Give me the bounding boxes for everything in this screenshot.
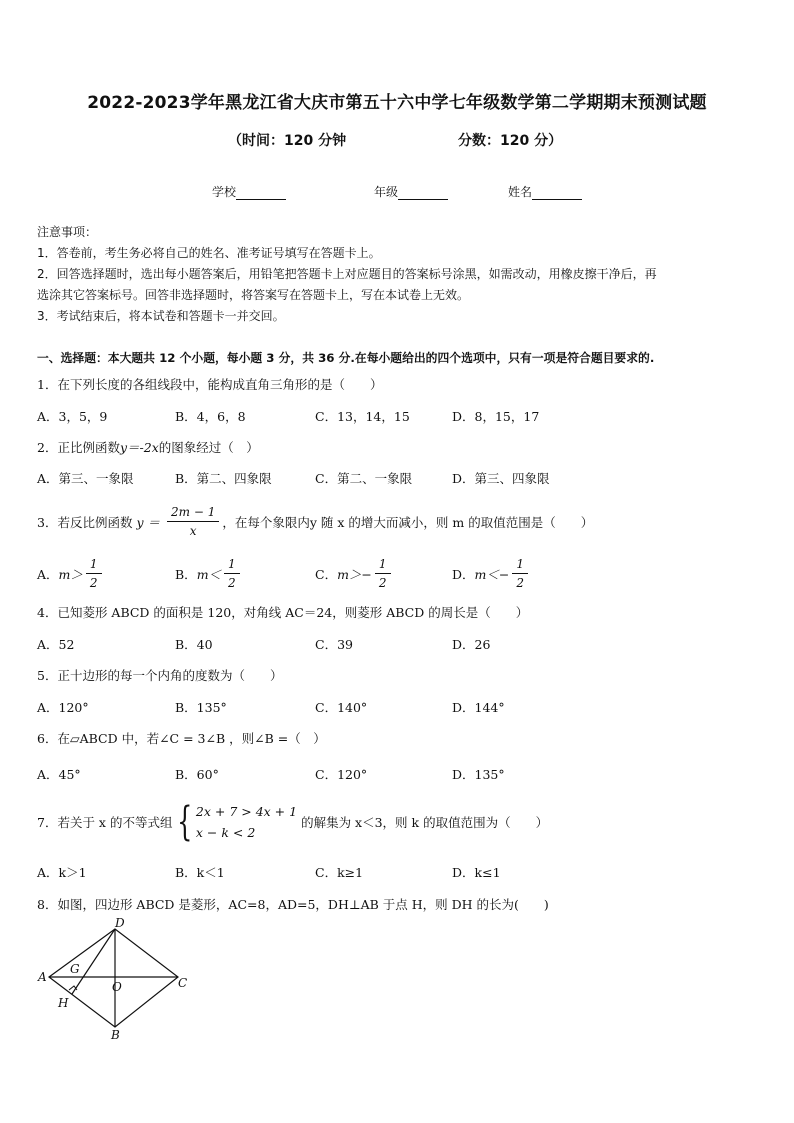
school-label: 学校 <box>212 185 237 199</box>
notice-item-1: 1．答卷前，考生务必将自己的姓名、准考证号填写在答题卡上。 <box>37 246 381 260</box>
question-2 <box>37 438 259 456</box>
q4-option-a[interactable]: A．52 <box>37 637 75 652</box>
q3-option-a[interactable] <box>37 557 105 590</box>
q3-c-fraction <box>375 557 391 590</box>
name-field[interactable] <box>508 183 582 200</box>
q7-option-b[interactable]: B．k＜1 <box>175 865 225 880</box>
q5-option-b[interactable]: B．135° <box>175 700 227 715</box>
q4-option-b[interactable]: B．40 <box>175 637 213 652</box>
q3-c-rel: m＞− <box>337 566 372 582</box>
q7-option-a[interactable]: A．k＞1 <box>37 865 87 880</box>
q7-inequality-1: 2x + 7 > 4x + 1 <box>195 804 298 819</box>
name-blank[interactable] <box>532 187 582 200</box>
notice-item-2: 2．回答选择题时，选出每小题答案后，用铅笔把答题卡上对应题目的答案标号涂黑，如需改动，用橡皮擦干净后，再 <box>37 267 657 281</box>
grade-blank[interactable] <box>398 187 448 200</box>
q3-a-rel: m＞ <box>58 566 83 582</box>
label-b: B <box>111 1028 120 1042</box>
school-field[interactable] <box>212 183 286 200</box>
q7-text-pre: 7．若关于 x 的不等式组 <box>37 815 173 830</box>
q6-option-b[interactable]: B．60° <box>175 767 219 782</box>
q3-a-num: 1 <box>86 557 102 574</box>
q6-option-a[interactable]: A．45° <box>37 767 81 782</box>
grade-label: 年级 <box>374 185 399 199</box>
q3-c-num: 1 <box>375 557 391 574</box>
q1-option-d[interactable]: D．8，15，17 <box>452 409 540 424</box>
q3-b-label: B． <box>175 566 197 582</box>
question-3 <box>37 505 593 538</box>
q3-c-den: 2 <box>378 576 387 590</box>
question-7 <box>37 801 548 843</box>
q3-a-label: A． <box>37 566 59 582</box>
q6-option-c[interactable]: C．120° <box>315 767 368 782</box>
q3-y: y ＝ <box>136 514 161 530</box>
q3-b-rel: m＜ <box>196 566 222 582</box>
section-heading: 一、选择题：本大题共 12 个小题，每小题 3 分，共 36 分.在每小题给出的四个选项中，只有一项是符合题目要求的. <box>37 351 655 365</box>
q3-text-pre: 3．若反比例函数 <box>37 514 133 530</box>
rhombus-abcd <box>49 929 178 1027</box>
question-1: 1．在下列长度的各组线段中，能构成直角三角形的是（ ） <box>37 377 383 392</box>
q2-text-post: 的图象经过（ ） <box>158 440 259 455</box>
q7-inequality-2: x − k < 2 <box>195 825 256 840</box>
q7-brace: { <box>177 799 193 845</box>
notice-item-2-cont: 选涂其它答案标号。回答非选择题时，将答案写在答题卡上，写在本试卷上无效。 <box>37 288 470 302</box>
q1-option-b[interactable]: B．4，6，8 <box>175 409 246 424</box>
q7-inequality-system <box>172 801 297 843</box>
q1-option-a[interactable]: A．3，5，9 <box>37 409 108 424</box>
notice-heading: 注意事项： <box>37 225 98 239</box>
q4-option-d[interactable]: D．26 <box>452 637 491 652</box>
name-label: 姓名 <box>508 185 533 199</box>
q3-text-post: ，在每个象限内y 随 x 的增大而减小，则 m 的取值范围是（ ） <box>222 514 594 530</box>
rhombus-figure <box>30 915 200 1045</box>
q3-d-fraction <box>512 557 528 590</box>
grade-field[interactable] <box>374 183 448 200</box>
q3-c-label: C． <box>315 566 338 582</box>
q2-option-d[interactable]: D．第三、四象限 <box>452 471 550 486</box>
q3-b-fraction <box>224 557 240 590</box>
q2-option-b[interactable]: B．第二、四象限 <box>175 471 272 486</box>
q5-option-a[interactable]: A．120° <box>37 700 89 715</box>
q3-denominator: x <box>189 524 197 538</box>
q3-a-fraction <box>86 557 102 590</box>
q3-b-num: 1 <box>224 557 240 574</box>
q3-option-d[interactable] <box>452 557 531 590</box>
notice-item-3: 3．考试结束后，将本试卷和答题卡一并交回。 <box>37 309 285 323</box>
q2-text-pre: 2．正比例函数 <box>37 440 120 455</box>
q3-d-den: 2 <box>516 576 524 590</box>
label-g: G <box>70 962 80 976</box>
right-angle-mark <box>69 986 77 990</box>
q2-option-c[interactable]: C．第二、一象限 <box>315 471 413 486</box>
page-title: 2022-2023学年黑龙江省大庆市第五十六中学七年级数学第二学期期末预测试题 <box>87 93 707 113</box>
q7-option-c[interactable]: C．k≥1 <box>315 865 364 880</box>
exam-score: 分数：120 分） <box>458 133 563 149</box>
q3-option-b[interactable] <box>175 557 243 590</box>
q3-a-den: 2 <box>89 576 98 590</box>
q3-option-c[interactable] <box>315 557 394 590</box>
school-blank[interactable] <box>236 187 286 200</box>
q7-text-post: 的解集为 x＜3，则 k 的取值范围为（ ） <box>301 815 549 830</box>
q3-d-label: D． <box>452 566 475 582</box>
q3-numerator: 2m − 1 <box>167 505 219 522</box>
question-5: 5．正十边形的每一个内角的度数为（ ） <box>37 668 283 683</box>
q1-option-c[interactable]: C．13，14，15 <box>315 409 410 424</box>
q3-b-den: 2 <box>228 576 236 590</box>
label-a: A <box>38 970 47 984</box>
q5-option-c[interactable]: C．140° <box>315 700 368 715</box>
question-8: 8．如图，四边形 ABCD 是菱形，AC=8，AD=5，DH⊥AB 于点 H，则 DH 的长为( ) <box>37 897 549 912</box>
q3-fraction <box>167 505 219 538</box>
label-c: C <box>178 976 188 990</box>
question-6: 6．在▱ABCD 中，若∠C = 3∠B ，则∠B =（ ） <box>37 731 326 746</box>
q5-option-d[interactable]: D．144° <box>452 700 505 715</box>
q3-d-rel: m＜− <box>474 566 510 582</box>
q2-option-a[interactable]: A．第三、一象限 <box>37 471 134 486</box>
question-4: 4．已知菱形 ABCD 的面积是 120，对角线 AC＝24，则菱形 ABCD 的周长是（ ） <box>37 605 529 620</box>
label-o: O <box>112 980 122 994</box>
q3-d-num: 1 <box>512 557 528 574</box>
exam-time: （时间：120 分钟 <box>228 133 347 149</box>
q2-expression: y＝-2x <box>119 440 159 455</box>
q7-option-d[interactable]: D．k≤1 <box>452 865 501 880</box>
label-h: H <box>58 996 69 1010</box>
label-d: D <box>115 916 125 930</box>
q6-option-d[interactable]: D．135° <box>452 767 505 782</box>
q4-option-c[interactable]: C．39 <box>315 637 353 652</box>
